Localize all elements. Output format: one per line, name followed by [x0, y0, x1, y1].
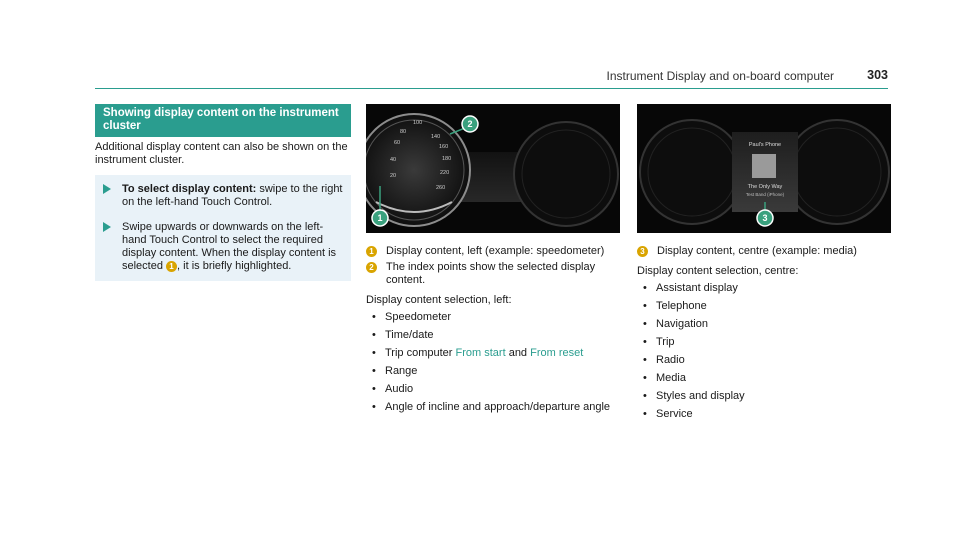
callout-number: 1 [377, 213, 383, 223]
list-item: • Angle of incline and approach/departure angle [366, 401, 626, 414]
list-item-trip-computer [366, 347, 626, 360]
list-item: • Media [637, 372, 897, 385]
list-item: • Service [637, 408, 897, 421]
tick-label: 40 [390, 157, 397, 163]
callout-badge: 3 [637, 246, 648, 257]
header-rule [95, 88, 888, 89]
tick-label: 80 [400, 129, 407, 135]
list-item: • Audio [366, 383, 626, 396]
caption-text: The index points show the selected display content. [386, 261, 596, 286]
instrument-cluster-image-center [637, 104, 891, 233]
callout-badge: 1 [366, 246, 377, 257]
step-1 [95, 183, 345, 209]
caption-3 [637, 245, 897, 258]
tick-label: 20 [390, 173, 397, 179]
trip-mid: and [505, 347, 531, 359]
instrument-cluster-image-left [366, 104, 620, 233]
section-heading: Showing display content on the instrument cluster [95, 104, 351, 137]
caption-2 [366, 261, 626, 287]
list-lead: Display content selection, centre: [637, 265, 799, 277]
list-item: • Styles and display [637, 390, 897, 403]
callout-badge: 2 [366, 262, 377, 273]
step-arrow-icon [103, 222, 111, 232]
intro-paragraph: Additional display content can also be shown on the instrument cluster. [95, 141, 348, 166]
left-display-text [366, 245, 626, 419]
center-content-list [637, 282, 897, 421]
step-1-text: swipe to the right on the left-hand Touch Control. [122, 183, 343, 208]
speedometer-illustration [366, 104, 620, 233]
caption-text: Display content, left (example: speedometer) [386, 245, 605, 257]
list-item: • Navigation [637, 318, 897, 331]
album-art [752, 154, 776, 178]
instruction-steps [95, 175, 351, 281]
list-item: • Speedometer [366, 311, 626, 324]
callout-number: 2 [467, 119, 473, 129]
tick-label: 100 [413, 120, 423, 126]
trip-prefix: Trip computer [385, 347, 456, 359]
callout-number: 3 [762, 213, 768, 223]
caption-1 [366, 245, 626, 258]
list-item: • Assistant display [637, 282, 897, 295]
callout-badge: 1 [166, 261, 177, 272]
media-line: Paul's Phone [748, 142, 782, 148]
step-2-text-end: , it is briefly highlighted. [177, 260, 292, 272]
running-header-title: Instrument Display and on-board computer [606, 69, 834, 83]
list-lead: Display content selection, left: [366, 294, 512, 306]
list-item: • Range [366, 365, 626, 378]
step-1-lead: To select display content: [122, 183, 257, 195]
step-2 [95, 221, 345, 273]
caption-text: Display content, centre (example: media) [657, 245, 857, 257]
tick-label: 140 [431, 134, 441, 140]
section-column [95, 104, 351, 281]
step-arrow-icon [103, 184, 111, 194]
list-item: • Trip [637, 336, 897, 349]
list-item: • Radio [637, 354, 897, 367]
list-item: • Telephone [637, 300, 897, 313]
center-display-text [637, 245, 897, 426]
page-number: 303 [867, 68, 888, 82]
from-start-link[interactable]: From start [455, 347, 506, 359]
tick-label: 260 [436, 185, 446, 191]
tick-label: 60 [394, 140, 401, 146]
media-line: The Only Way [747, 184, 783, 190]
tick-label: 220 [440, 170, 450, 176]
left-content-list [366, 311, 626, 414]
media-line: Test Band (iPhone) [745, 192, 785, 197]
media-display-illustration [637, 104, 891, 233]
step-2-text: Swipe upwards or downwards on the left-hand Touch Control to select the required display content. When the display content is selected [122, 221, 337, 272]
from-reset-link[interactable]: From reset [530, 347, 584, 359]
tick-label: 160 [439, 144, 449, 150]
list-item: • Time/date [366, 329, 626, 342]
tick-label: 180 [442, 156, 452, 162]
